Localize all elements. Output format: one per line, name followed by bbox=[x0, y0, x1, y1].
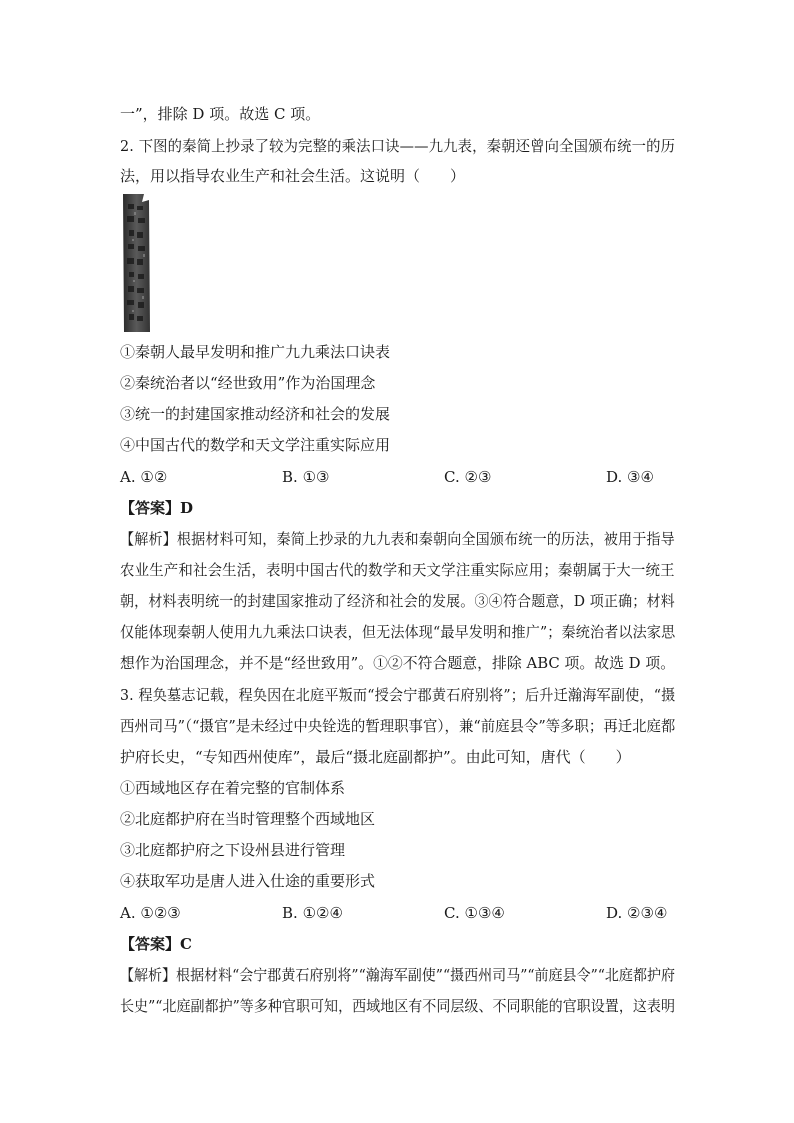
q2-option-d: D. ③④ bbox=[606, 468, 654, 486]
text-line: 一”，排除 D 项。故选 C 项。 bbox=[120, 105, 321, 123]
question-2-stem-cont: 法，用以指导农业生产和社会生活。这说明（ ） bbox=[120, 167, 466, 185]
q3-option-d: D. ②③④ bbox=[606, 904, 668, 922]
q3-option-a: A. ①②③ bbox=[120, 904, 181, 922]
question-3-stem-cont: 护府长史，“专知西州使库”，最后“摄北庭副都护”。由此可知，唐代（ ） bbox=[120, 748, 631, 766]
q3-statement-3: ③北庭都护府之下设州县进行管理 bbox=[120, 841, 346, 859]
q2-explanation: 朝，材料表明统一的封建国家推动了经济和社会的发展。③④符合题意，D 项正确；材料 bbox=[120, 592, 675, 610]
q2-explanation: 想作为治国理念，并不是“经世致用”。①②不符合题意，排除 ABC 项。故选 D 项。 bbox=[120, 654, 676, 672]
q2-statement-4: ④中国古代的数学和天文学注重实际应用 bbox=[120, 436, 391, 454]
q2-explanation: 农业生产和社会生活，表明中国古代的数学和天文学注重实际应用；秦朝属于大一统王 bbox=[120, 561, 675, 579]
q3-option-c: C. ①③④ bbox=[444, 904, 505, 922]
q2-explanation: 仅能体现秦朝人使用九九乘法口诀表，但无法体现“最早发明和推广”；秦统治者以法家思 bbox=[120, 623, 676, 641]
qin-bamboo-slip-image bbox=[120, 192, 152, 334]
q2-option-c: C. ②③ bbox=[444, 468, 492, 486]
q3-statement-2: ②北庭都护府在当时管理整个西域地区 bbox=[120, 810, 376, 828]
q3-option-b: B. ①②④ bbox=[282, 904, 343, 922]
q3-statement-4: ④获取军功是唐人进入仕途的重要形式 bbox=[120, 872, 376, 890]
q2-statement-1: ①秦朝人最早发明和推广九九乘法口诀表 bbox=[120, 343, 391, 361]
q3-explanation: 【解析】根据材料“会宁郡黄石府别将”“瀚海军副使”“摄西州司马”“前庭县令”“北庭都护府 bbox=[120, 966, 676, 984]
q2-statement-3: ③统一的封建国家推动经济和社会的发展 bbox=[120, 405, 391, 423]
q2-option-a: A. ①② bbox=[120, 468, 168, 486]
q2-statement-2: ②秦统治者以“经世致用”作为治国理念 bbox=[120, 374, 376, 392]
q2-answer: 【答案】D bbox=[120, 499, 194, 517]
q2-explanation: 【解析】根据材料可知，秦简上抄录的九九表和秦朝向全国颁布统一的历法，被用于指导 bbox=[120, 530, 675, 548]
question-3-stem-cont: 西州司马”（“摄官”是未经过中央铨选的暂理职事官），兼“前庭县令”等多职；再迁北庭都 bbox=[120, 717, 676, 735]
question-2-stem: 2. 下图的秦简上抄录了较为完整的乘法口诀——九九表，秦朝还曾向全国颁布统一的历 bbox=[120, 137, 676, 155]
q3-explanation: 长史”“北庭副都护”等多种官职可知，西域地区有不同层级、不同职能的官职设置，这表明 bbox=[120, 997, 676, 1015]
q3-answer: 【答案】C bbox=[120, 935, 192, 953]
question-3-stem: 3. 程奂墓志记载，程奂因在北庭平叛而“授会宁郡黄石府别将”；后升迁瀚海军副使，“摄 bbox=[120, 686, 676, 704]
q3-statement-1: ①西域地区存在着完整的官制体系 bbox=[120, 779, 346, 797]
q2-option-b: B. ①③ bbox=[282, 468, 330, 486]
